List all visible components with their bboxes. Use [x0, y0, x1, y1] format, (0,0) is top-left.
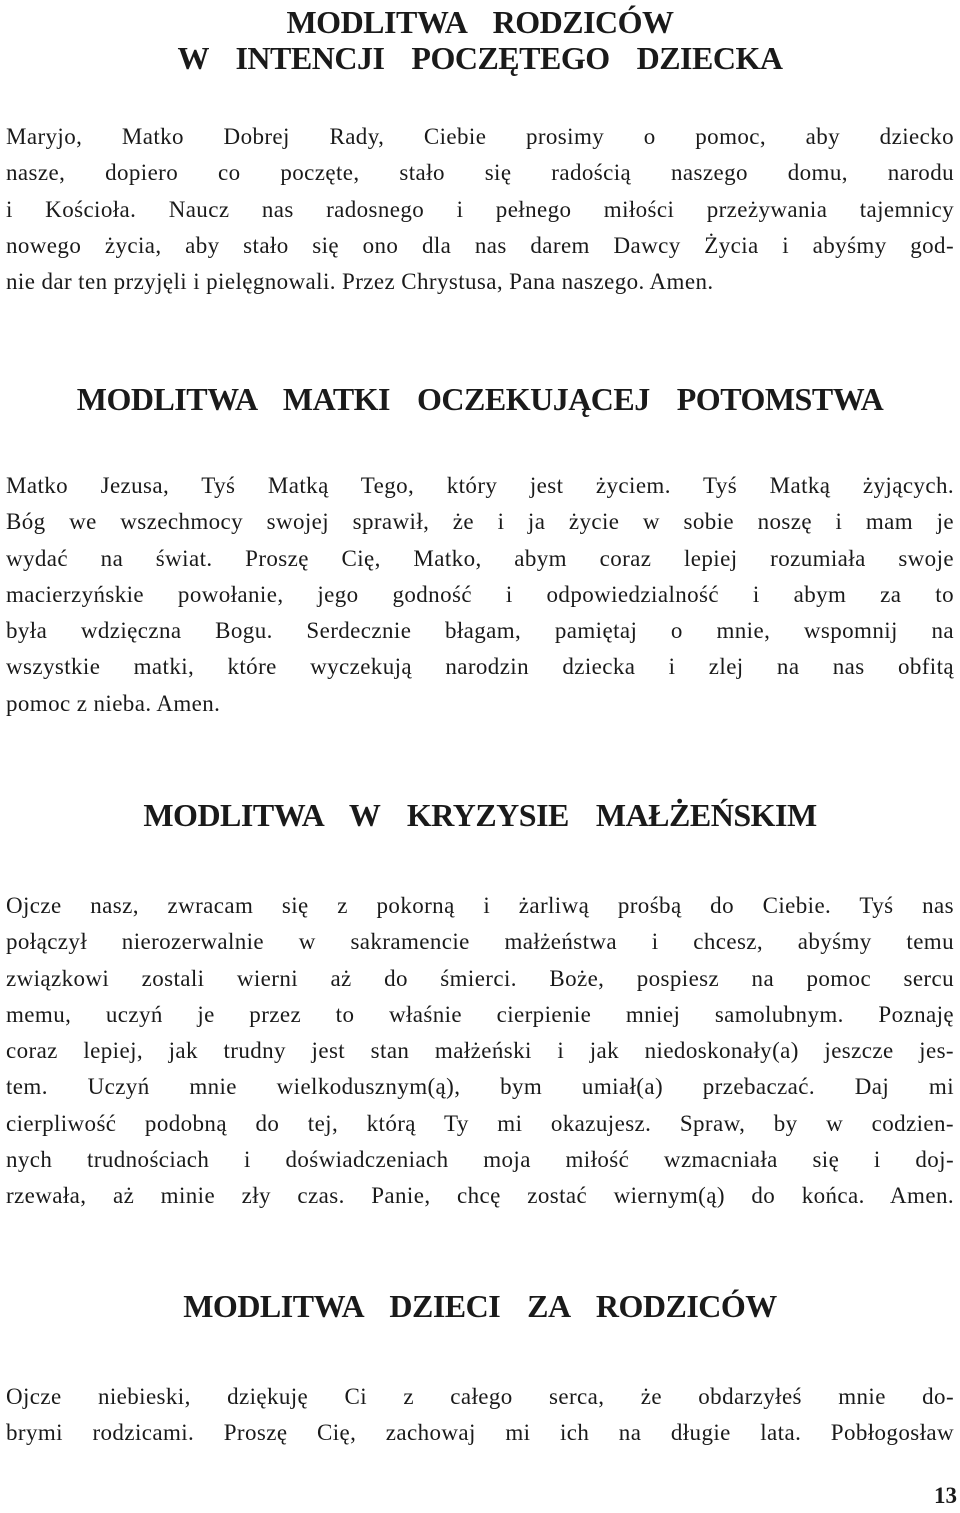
text-line: coraz lepiej, jak trudny jest stan małżeński i jak niedoskonały(a) jeszcze jes- [6, 1038, 954, 1064]
section-title-children-for-parents [0, 1288, 960, 1324]
section-title-expecting-mother [0, 381, 960, 417]
title-line: MODLITWA RODZICÓW [286, 4, 674, 40]
text-line: wszystkie matki, które wyczekują narodzin dziecka i zlej na nas obfitą [6, 654, 954, 680]
text-line: Bóg we wszechmocy swojej sprawił, że i ja życie w sobie noszę i mam je [6, 509, 954, 535]
section-title-parents-prayer [0, 4, 960, 76]
text-line: i Kościoła. Naucz nas radosnego i pełnego miłości przeżywania tajemnicy [6, 196, 954, 222]
title-line: MODLITWA W KRYZYSIE MAŁŻEŃSKIM [143, 797, 817, 833]
text-line: nie dar ten przyjęli i pielęgnowali. Przez Chrystusa, Pana naszego. Amen. [6, 269, 714, 295]
text-line: memu, uczyń je przez to właśnie cierpienie mniej samolubnym. Poznaję [6, 1001, 954, 1027]
title-line: W INTENCJI POCZĘTEGO DZIECKA [177, 40, 783, 76]
text-line: cierpliwość podobną do tej, którą Ty mi okazujesz. Spraw, by w codzien- [6, 1110, 954, 1136]
text-line: Matko Jezusa, Tyś Matką Tego, który jest życiem. Tyś Matką żyjących. [6, 473, 954, 498]
text-line: nasze, dopiero co poczęte, stało się radością naszego domu, narodu [6, 160, 954, 186]
text-line: Ojcze niebieski, dziękuję Ci z całego serca, że obdarzyłeś mnie do- [6, 1384, 954, 1409]
section-body-children-for-parents [6, 1379, 954, 1452]
text-line: połączył nierozerwalnie w sakramencie małżeństwa i chcesz, abyśmy temu [6, 929, 954, 955]
section-body-expecting-mother [6, 468, 954, 722]
section-body-parents-prayer [6, 119, 954, 300]
section-title-marriage-crisis [0, 797, 960, 833]
text-line: pomoc z nieba. Amen. [6, 690, 221, 716]
page-number: 13 [934, 1483, 957, 1508]
text-line: związkowi zostali wierni aż do śmierci. Boże, pospiesz na pomoc sercu [6, 965, 954, 991]
text-line: Ojcze nasz, zwracam się z pokorną i żarliwą prośbą do Ciebie. Tyś nas [6, 893, 954, 918]
title-line: MODLITWA MATKI OCZEKUJĄCEJ POTOMSTWA [76, 381, 884, 417]
text-line: tem. Uczyń mnie wielkodusznym(ą), bym umiał(a) przebaczać. Daj mi [6, 1074, 954, 1100]
text-line: była wdzięczna Bogu. Serdecznie błagam, pamiętaj o mnie, wspomnij na [6, 618, 954, 644]
text-line: rzewała, aż minie zły czas. Panie, chcę zostać wiernym(ą) do końca. Amen. [6, 1183, 954, 1209]
title-line: MODLITWA DZIECI ZA RODZICÓW [183, 1288, 777, 1324]
section-body-marriage-crisis [6, 888, 954, 1215]
text-line: macierzyńskie powołanie, jego godność i odpowiedzialność i abym za to [6, 581, 954, 607]
text-line: nych trudnościach i doświadczeniach moja miłość wzmacniała się i doj- [6, 1147, 954, 1173]
text-line: wydać na świat. Proszę Cię, Matko, abym coraz lepiej rozumiała swoje [6, 545, 954, 571]
text-line: Maryjo, Matko Dobrej Rady, Ciebie prosimy o pomoc, aby dziecko [6, 124, 954, 149]
text-line: brymi rodzicami. Proszę Cię, zachowaj mi ich na długie lata. Pobłogosław [6, 1420, 954, 1446]
text-line: nowego życia, aby stało się ono dla nas darem Dawcy Życia i abyśmy god- [6, 232, 954, 258]
